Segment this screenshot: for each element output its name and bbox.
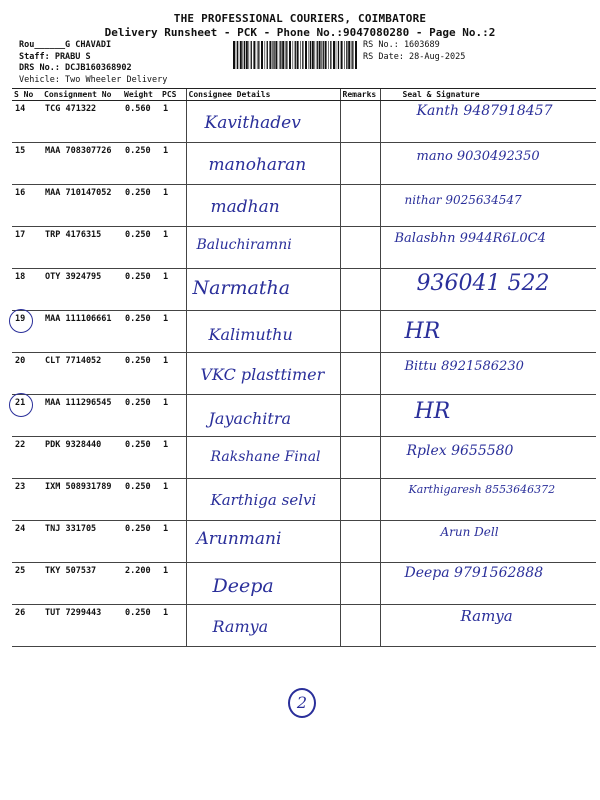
- row-consignment-no: MAA 708307726: [42, 143, 122, 185]
- row-sno: 20: [12, 353, 42, 395]
- col-signature: Seal & Signature: [380, 89, 596, 101]
- handwritten-signature: Ramya: [460, 607, 513, 625]
- handwritten-consignee-name: Kalimuthu: [208, 325, 293, 344]
- handwritten-signature: nithar 9025634547: [404, 193, 522, 207]
- handwritten-circle-21: [9, 393, 33, 417]
- row-remarks: [340, 269, 380, 311]
- handwritten-signature: Kanth 9487918457: [416, 103, 553, 119]
- col-remarks: Remarks: [340, 89, 380, 101]
- row-signature: [380, 479, 596, 521]
- runsheet-subtitle: Delivery Runsheet - PCK - Phone No.:9047080280 - Page No.:2: [104, 26, 496, 39]
- table-row: [12, 101, 596, 143]
- row-weight: 0.250: [122, 311, 160, 353]
- col-consignee: Consignee Details: [186, 89, 340, 101]
- vehicle-text: Vehicle: Two Wheeler Delivery: [19, 74, 168, 85]
- row-sno: 22: [12, 437, 42, 479]
- row-consignment-no: IXM 508931789: [42, 479, 122, 521]
- col-weight: Weight: [122, 89, 160, 101]
- row-pcs: 1: [160, 563, 186, 605]
- rs-number: RS No.: 1603689: [363, 40, 440, 50]
- row-pcs: 1: [160, 437, 186, 479]
- handwritten-consignee-name: madhan: [210, 197, 280, 217]
- row-weight: 0.250: [122, 269, 160, 311]
- row-consignment-no: MAA 710147052: [42, 185, 122, 227]
- row-pcs: 1: [160, 311, 186, 353]
- row-consignee: [186, 605, 340, 647]
- row-remarks: [340, 227, 380, 269]
- row-remarks: [340, 437, 380, 479]
- handwritten-signature: Balasbhn 9944R6L0C4: [394, 231, 546, 246]
- row-sno: 23: [12, 479, 42, 521]
- handwritten-consignee-name: manoharan: [208, 155, 307, 175]
- row-remarks: [340, 479, 380, 521]
- row-consignee: [186, 101, 340, 143]
- document-header: [0, 12, 600, 39]
- barcode-image: [233, 41, 358, 69]
- row-sno: 17: [12, 227, 42, 269]
- handwritten-signature: mano 9030492350: [416, 149, 540, 164]
- row-weight: 0.250: [122, 395, 160, 437]
- row-consignee: [186, 269, 340, 311]
- row-consignee: [186, 395, 340, 437]
- row-consignment-no: TCG 471322: [42, 101, 122, 143]
- handwritten-consignee-name: Deepa: [212, 575, 274, 597]
- row-pcs: 1: [160, 185, 186, 227]
- handwritten-consignee-name: Baluchiramni: [196, 237, 292, 253]
- row-sno: 14: [12, 101, 42, 143]
- handwritten-signature: HR: [414, 399, 451, 424]
- row-consignment-no: OTY 3924795: [42, 269, 122, 311]
- row-consignee: [186, 353, 340, 395]
- row-sno: 16: [12, 185, 42, 227]
- handwritten-signature: Deepa 9791562888: [404, 565, 544, 581]
- handwritten-signature: Bittu 8921586230: [404, 359, 524, 374]
- row-signature: [380, 395, 596, 437]
- row-pcs: 1: [160, 101, 186, 143]
- row-pcs: 1: [160, 521, 186, 563]
- row-consignee: [186, 311, 340, 353]
- handwritten-consignee-name: Jayachitra: [208, 409, 292, 428]
- table-row: [12, 521, 596, 563]
- table-row: [12, 395, 596, 437]
- handwritten-consignee-name: Karthiga selvi: [210, 491, 317, 509]
- row-consignee: [186, 227, 340, 269]
- row-remarks: [340, 395, 380, 437]
- handwritten-consignee-name: Kavithadev: [204, 113, 301, 133]
- table-row: [12, 437, 596, 479]
- drs-number: DRS No.: DCJB160368902: [19, 63, 132, 73]
- table-row: [12, 227, 596, 269]
- handwritten-consignee-name: Narmatha: [192, 277, 291, 299]
- row-pcs: 1: [160, 479, 186, 521]
- table-row: [12, 563, 596, 605]
- row-signature: [380, 353, 596, 395]
- row-sno: 25: [12, 563, 42, 605]
- row-signature: [380, 185, 596, 227]
- row-remarks: [340, 311, 380, 353]
- handwritten-page-number: 2: [288, 688, 316, 718]
- handwritten-signature: HR: [404, 319, 441, 344]
- row-remarks: [340, 101, 380, 143]
- row-remarks: [340, 521, 380, 563]
- row-consignment-no: TNJ 331705: [42, 521, 122, 563]
- sheet-info-right: [363, 40, 465, 63]
- row-sno: 26: [12, 605, 42, 647]
- row-sno: 24: [12, 521, 42, 563]
- handwritten-signature: Arun Dell: [440, 525, 499, 539]
- row-remarks: [340, 353, 380, 395]
- table-row: [12, 311, 596, 353]
- row-pcs: 1: [160, 227, 186, 269]
- row-signature: [380, 563, 596, 605]
- handwritten-circle-19: [9, 309, 33, 333]
- table-row: [12, 353, 596, 395]
- row-sno: 18: [12, 269, 42, 311]
- row-pcs: 1: [160, 143, 186, 185]
- row-weight: 0.250: [122, 605, 160, 647]
- row-weight: 2.200: [122, 563, 160, 605]
- table-row: [12, 605, 596, 647]
- handwritten-consignee-name: Rakshane Final: [210, 449, 321, 465]
- table-row: [12, 479, 596, 521]
- row-consignment-no: MAA 111106661: [42, 311, 122, 353]
- row-weight: 0.250: [122, 437, 160, 479]
- row-consignee: [186, 437, 340, 479]
- table-row: [12, 185, 596, 227]
- row-consignee: [186, 563, 340, 605]
- row-consignment-no: MAA 111296545: [42, 395, 122, 437]
- row-weight: 0.560: [122, 101, 160, 143]
- col-pcs: PCS: [160, 89, 186, 101]
- row-signature: [380, 269, 596, 311]
- staff-text: Staff: PRABU S: [19, 51, 91, 62]
- runsheet-table: [12, 88, 596, 647]
- row-consignee: [186, 185, 340, 227]
- handwritten-signature: 936041 522: [416, 271, 550, 296]
- row-signature: [380, 143, 596, 185]
- row-consignee: [186, 479, 340, 521]
- row-weight: 0.250: [122, 353, 160, 395]
- row-remarks: [340, 563, 380, 605]
- route-text: Rou______G CHAVADI: [19, 40, 112, 50]
- row-consignment-no: PDK 9328440: [42, 437, 122, 479]
- row-signature: [380, 521, 596, 563]
- handwritten-consignee-name: Arunmani: [196, 529, 282, 549]
- handwritten-signature: Karthigaresh 8553646372: [408, 483, 556, 496]
- row-signature: [380, 437, 596, 479]
- handwritten-consignee-name: Ramya: [212, 617, 269, 636]
- row-weight: 0.250: [122, 227, 160, 269]
- row-sno: 19: [12, 311, 42, 353]
- row-remarks: [340, 143, 380, 185]
- row-signature: [380, 311, 596, 353]
- row-consignment-no: TRP 4176315: [42, 227, 122, 269]
- row-consignment-no: TUT 7299443: [42, 605, 122, 647]
- row-consignment-no: TKY 507537: [42, 563, 122, 605]
- row-weight: 0.250: [122, 479, 160, 521]
- row-pcs: 1: [160, 353, 186, 395]
- row-weight: 0.250: [122, 143, 160, 185]
- row-weight: 0.250: [122, 521, 160, 563]
- row-signature: [380, 227, 596, 269]
- table-row: [12, 269, 596, 311]
- handwritten-consignee-name: VKC plasttimer: [200, 365, 325, 384]
- row-pcs: 1: [160, 605, 186, 647]
- company-title: THE PROFESSIONAL COURIERS, COIMBATORE: [173, 12, 427, 25]
- row-consignee: [186, 143, 340, 185]
- row-weight: 0.250: [122, 185, 160, 227]
- row-consignment-no: CLT 7714052: [42, 353, 122, 395]
- row-remarks: [340, 185, 380, 227]
- row-remarks: [340, 605, 380, 647]
- row-sno: 21: [12, 395, 42, 437]
- row-signature: [380, 605, 596, 647]
- table-row: [12, 143, 596, 185]
- table-header-row: [12, 89, 596, 101]
- sheet-info-left: [19, 40, 167, 86]
- row-pcs: 1: [160, 269, 186, 311]
- rs-date: RS Date: 28-Aug-2025: [363, 51, 466, 62]
- col-consignment: Consignment No: [42, 89, 122, 101]
- col-sno: S No: [12, 89, 42, 101]
- handwritten-signature: Rplex 9655580: [406, 443, 514, 459]
- row-sno: 15: [12, 143, 42, 185]
- row-pcs: 1: [160, 395, 186, 437]
- row-consignee: [186, 521, 340, 563]
- row-signature: [380, 101, 596, 143]
